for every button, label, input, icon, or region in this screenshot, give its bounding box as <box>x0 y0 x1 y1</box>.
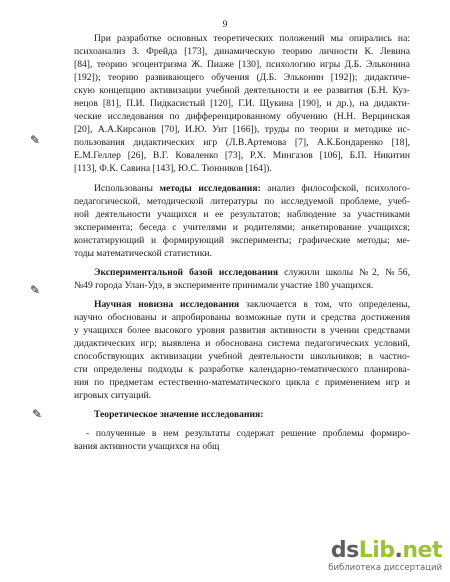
paragraph-scientific-novelty <box>74 298 410 402</box>
text-line: скую концепцию активизации учебной деятельности и ее развития (Б.Н. Куз- <box>74 85 410 97</box>
document-body <box>74 32 410 453</box>
paragraph-research-methods <box>74 182 410 260</box>
text-line: ческие исследования по дифференцированному обучению (Н.Н. Верцинская <box>74 111 410 123</box>
paragraph-experimental-base <box>74 266 410 292</box>
text-line <box>74 182 410 195</box>
text-line: [192]); теорию развивающего обучения (Д.Б. Эльконин [192]); дидактиче- <box>74 72 410 84</box>
experimental-base-term: Экспериментальной базой исследования <box>94 266 279 278</box>
text-line: При разработке основных теоретических положений мы опирались на: <box>94 33 410 44</box>
text-line: научно обоснованы и апробированы возможные пути и средства достижения <box>74 311 410 323</box>
text-line: игровых ситуаций. <box>74 390 152 402</box>
margin-mark-icon: ✎ <box>30 133 41 147</box>
text-line: - полученные в нем результаты содержат решение проблемы формиро- <box>86 428 410 440</box>
text-line: вания активности учащихся на общ <box>74 441 220 453</box>
page-number: 9 <box>222 20 228 30</box>
text-line: Е.М.Геллер [26], В.Г. Коваленко [73], Р.Х. Мингазов [106], Б.П. Никитин <box>74 150 410 162</box>
text-line: нецов [81], П.И. Пидкасистый [120], Г.И. Щукина [190], и др.), на дидакти- <box>74 98 410 110</box>
text-fragment: служили школы №2, №56, <box>278 266 410 278</box>
text-line: у учащихся более высокого уровня развития активности в учении средствами <box>74 324 410 336</box>
text-line: [20], А.А.Кирсанов [70], И.Ю. Унт [166]), труды по теории и методике ис- <box>74 124 410 136</box>
text-line: констатирующий и формирующий эксперименты; графические методы; ме- <box>74 234 410 246</box>
text-line <box>74 298 410 311</box>
text-line: способствующих активизации учебной деятельности школьников; в частно- <box>74 351 410 363</box>
text-line: пользования дидактических игр (Л.В.Артемова [7], А.К.Бондаренко [18], <box>74 137 410 149</box>
text-line: тоды математической статистики. <box>74 247 212 259</box>
text-line: [84], теорию эгоцентризма Ж. Пиаже [130], психологию игры Д.Б. Эльконина <box>74 59 410 71</box>
text-line: психоанализ З. Фрейда [173], динамическую теорию личности К. Левина <box>74 46 410 58</box>
text-line: сти определены подходы к разработке календарно-тематического планирова- <box>74 364 410 376</box>
text-fragment: Использованы <box>94 182 160 194</box>
text-line: ния по предметам естественно-математического цикла с применением игр и <box>74 377 410 389</box>
section-heading: Теоретическое значение исследования: <box>94 409 264 421</box>
text-line: эксперимента; беседа с учителями и родителями; анкетирование учащихся; <box>74 221 410 233</box>
margin-mark-icon: ✎ <box>32 407 43 421</box>
text-line: педагогической, методической литературы по исследуемой проблеме, учеб- <box>74 195 410 207</box>
margin-mark-icon: ✎ <box>30 283 41 297</box>
text-line: дидактических игр; выявлена и обоснована система педагогических условий, <box>74 338 410 350</box>
text-line: №49 города Улан-Удэ, в эксперименте принимали участие 180 учащихся. <box>74 279 374 291</box>
methods-term: методы исследования: <box>159 182 261 194</box>
text-fragment: заключается в том, что определены, <box>239 298 410 310</box>
text-line <box>74 266 410 279</box>
text-line: ной деятельности учащихся и ее результатов; наблюдение за участниками <box>74 208 410 220</box>
text-fragment: анализ философской, психолого- <box>260 182 410 194</box>
watermark-tagline: библиотека диссертаций <box>328 563 442 573</box>
novelty-term: Научная новизна исследования <box>94 298 240 310</box>
watermark <box>324 538 442 578</box>
paragraph-theoretical-significance <box>74 408 410 421</box>
paragraph-theoretical-basis <box>74 32 410 176</box>
dslib-logo: dsLib.net <box>330 538 442 563</box>
paragraph-results <box>74 427 410 453</box>
text-line: [113], Ф.К. Савина [143], Ю.С. Тюнников [164]). <box>74 163 272 175</box>
